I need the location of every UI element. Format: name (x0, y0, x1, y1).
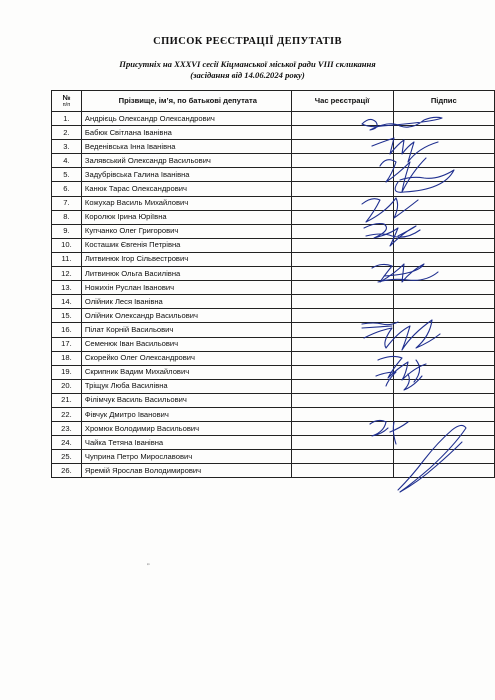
registration-time (291, 224, 393, 238)
signature-cell (393, 393, 494, 407)
row-number: 24. (52, 436, 82, 450)
deputy-name: Яремій Ярослав Володимирович (81, 464, 291, 478)
deputy-name: Андрієць Олександр Олександрович (81, 112, 291, 126)
table-row (52, 112, 495, 126)
table-row (52, 196, 495, 210)
row-number: 20. (52, 379, 82, 393)
deputy-name: Олійник Леся Іванівна (81, 295, 291, 309)
signature-cell (393, 464, 494, 478)
table-row (52, 323, 495, 337)
registration-time (291, 365, 393, 379)
registration-time (291, 309, 393, 323)
deputy-name: Залявський Олександр Васильович (81, 154, 291, 168)
page-mark: „ (147, 560, 150, 566)
registration-time (291, 436, 393, 450)
row-number: 18. (52, 351, 82, 365)
table-row (52, 407, 495, 421)
table-row (52, 154, 495, 168)
header-num (52, 91, 82, 112)
signature-cell (393, 168, 494, 182)
deputy-name: Ножихін Руслан Іванович (81, 281, 291, 295)
registration-time (291, 323, 393, 337)
deputy-name: Тріщук Люба Василівна (81, 379, 291, 393)
table-row (52, 224, 495, 238)
deputy-name: Пілат Корній Васильович (81, 323, 291, 337)
table-row (52, 337, 495, 351)
signature-cell (393, 323, 494, 337)
deputy-name: Веденівська Інна Іванівна (81, 140, 291, 154)
document-subtitle: Присутніх на XXXVI сесії Кіцманської міської ради VIII скликання (119, 59, 376, 69)
registration-time (291, 450, 393, 464)
signature-cell (393, 351, 494, 365)
table-row (52, 422, 495, 436)
row-number: 14. (52, 295, 82, 309)
registration-time (291, 238, 393, 252)
table-row (52, 126, 495, 140)
row-number: 6. (52, 182, 82, 196)
row-number: 13. (52, 281, 82, 295)
row-number: 26. (52, 464, 82, 478)
deputy-name: Канюк Тарас Олександрович (81, 182, 291, 196)
row-number: 4. (52, 154, 82, 168)
session-date: (засідання від 14.06.2024 року) (190, 70, 305, 80)
deputy-name: Королюк Ірина Юріївна (81, 210, 291, 224)
row-number: 1. (52, 112, 82, 126)
table-row (52, 140, 495, 154)
signature-cell (393, 196, 494, 210)
signature-cell (393, 450, 494, 464)
registration-time (291, 407, 393, 421)
deputy-name: Семенюк Іван Васильович (81, 337, 291, 351)
registration-time (291, 182, 393, 196)
registration-time (291, 281, 393, 295)
row-number: 8. (52, 210, 82, 224)
registration-time (291, 154, 393, 168)
row-number: 17. (52, 337, 82, 351)
signature-cell (393, 252, 494, 266)
signature-cell (393, 379, 494, 393)
deputy-name: Фівчук Дмитро Іванович (81, 407, 291, 421)
header-time: Час реєстрації (291, 91, 393, 112)
row-number: 3. (52, 140, 82, 154)
table-row (52, 210, 495, 224)
header-signature: Підпис (393, 91, 494, 112)
table-row (52, 351, 495, 365)
table-row (52, 379, 495, 393)
header-name: Прізвище, ім’я, по батькові депутата (81, 91, 291, 112)
table-body (52, 112, 495, 478)
row-number: 21. (52, 393, 82, 407)
row-number: 16. (52, 323, 82, 337)
deputy-name: Чуприна Петро Мирославович (81, 450, 291, 464)
signature-cell (393, 154, 494, 168)
registration-time (291, 210, 393, 224)
signature-cell (393, 238, 494, 252)
registration-time (291, 295, 393, 309)
table-row (52, 182, 495, 196)
deputy-name: Олійник Олександр Васильович (81, 309, 291, 323)
registration-time (291, 464, 393, 478)
registration-time (291, 337, 393, 351)
signature-cell (393, 112, 494, 126)
header-num-sub: п/п (62, 101, 71, 108)
document-title: СПИСОК РЕЄСТРАЦІЇ ДЕПУТАТІВ (153, 36, 342, 47)
deputy-name: Філімчук Василь Васильович (81, 393, 291, 407)
table-row (52, 309, 495, 323)
table-row (52, 267, 495, 281)
row-number: 2. (52, 126, 82, 140)
table-row (52, 168, 495, 182)
registration-time (291, 351, 393, 365)
signature-cell (393, 407, 494, 421)
table-row (52, 436, 495, 450)
table-row (52, 238, 495, 252)
row-number: 5. (52, 168, 82, 182)
registration-table (51, 90, 495, 478)
signature-cell (393, 309, 494, 323)
row-number: 10. (52, 238, 82, 252)
signature-cell (393, 224, 494, 238)
registration-time (291, 252, 393, 266)
registration-time (291, 140, 393, 154)
table-row (52, 393, 495, 407)
table-row (52, 281, 495, 295)
deputy-name: Литвинюк Ігор Сільвестрович (81, 252, 291, 266)
signature-cell (393, 210, 494, 224)
registration-time (291, 168, 393, 182)
deputy-name: Скрипник Вадим Михайлович (81, 365, 291, 379)
row-number: 22. (52, 407, 82, 421)
signature-cell (393, 337, 494, 351)
table-row (52, 464, 495, 478)
registration-time (291, 267, 393, 281)
registration-time (291, 393, 393, 407)
signature-cell (393, 281, 494, 295)
signature-cell (393, 140, 494, 154)
deputy-name: Задубрівська Галина Іванівна (81, 168, 291, 182)
table-row (52, 252, 495, 266)
signature-cell (393, 365, 494, 379)
deputy-name: Литвинюк Ольга Василівна (81, 267, 291, 281)
deputy-name: Хромюк Володимир Васильович (81, 422, 291, 436)
table-row (52, 365, 495, 379)
deputy-name: Скорейко Олег Олександрович (81, 351, 291, 365)
deputy-name: Бабюк Світлана Іванівна (81, 126, 291, 140)
signature-cell (393, 267, 494, 281)
registration-time (291, 422, 393, 436)
registration-time (291, 112, 393, 126)
registration-time (291, 379, 393, 393)
row-number: 25. (52, 450, 82, 464)
signature-cell (393, 126, 494, 140)
signature-cell (393, 295, 494, 309)
registration-time (291, 126, 393, 140)
row-number: 23. (52, 422, 82, 436)
signature-cell (393, 422, 494, 436)
table-header-row (52, 91, 495, 112)
row-number: 15. (52, 309, 82, 323)
signature-cell (393, 182, 494, 196)
row-number: 11. (52, 252, 82, 266)
signature-cell (393, 436, 494, 450)
registration-time (291, 196, 393, 210)
row-number: 19. (52, 365, 82, 379)
row-number: 9. (52, 224, 82, 238)
deputy-name: Кожухар Василь Михайлович (81, 196, 291, 210)
table-row (52, 450, 495, 464)
deputy-name: Косташик Євгенія Петрівна (81, 238, 291, 252)
table-row (52, 295, 495, 309)
deputy-name: Купчанко Олег Григорович (81, 224, 291, 238)
row-number: 7. (52, 196, 82, 210)
deputy-name: Чайка Тетяна Іванівна (81, 436, 291, 450)
header-num-label: № (62, 92, 71, 102)
row-number: 12. (52, 267, 82, 281)
